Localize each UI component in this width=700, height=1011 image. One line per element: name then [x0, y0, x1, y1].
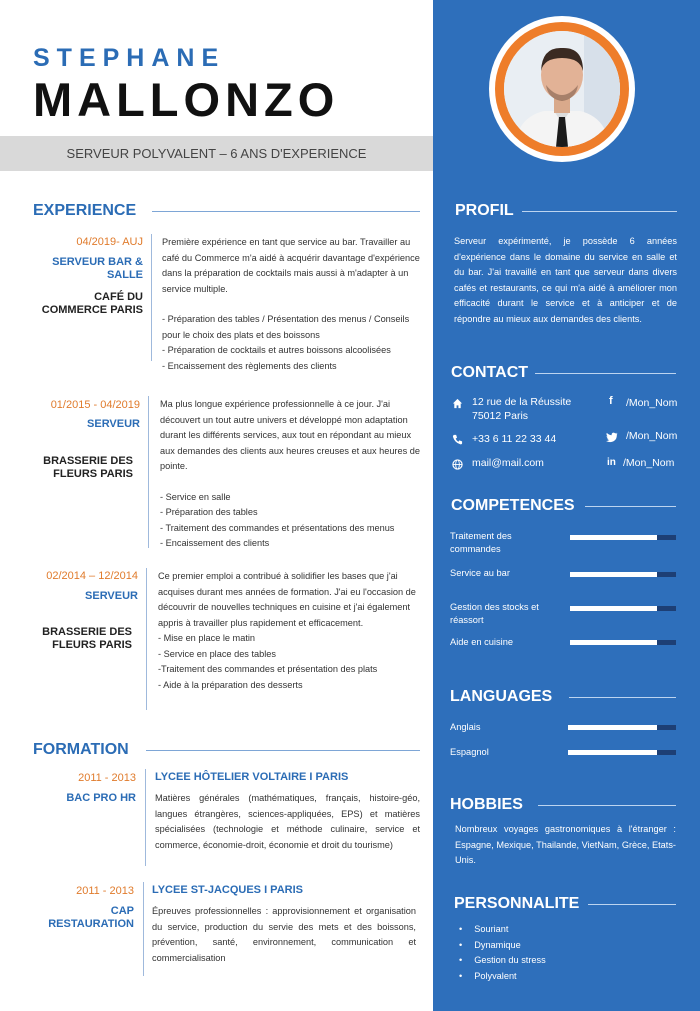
- last-name: MALLONZO: [33, 73, 340, 126]
- phone-icon: [452, 432, 463, 450]
- exp-date: 04/2019- AUJ: [76, 236, 143, 248]
- formation-timeline: [143, 882, 144, 976]
- exp-timeline: [146, 568, 147, 710]
- exp-timeline: [148, 396, 149, 548]
- formation-divider: [146, 750, 420, 751]
- profile-photo: [504, 31, 620, 147]
- hobbies-title: HOBBIES: [450, 796, 523, 813]
- exp-timeline: [151, 234, 152, 361]
- facebook-icon: f: [609, 395, 613, 407]
- hobbies-divider: [538, 805, 676, 806]
- formation-timeline: [145, 769, 146, 866]
- language-label: Anglais: [450, 722, 481, 732]
- competences-title: COMPETENCES: [451, 497, 575, 514]
- twitter-icon: [606, 430, 618, 448]
- exp-task: - Traitement des commandes et présentations des menus: [160, 522, 395, 533]
- formation-degree: CAP RESTAURATION: [48, 905, 134, 930]
- exp-task: - Service en salle: [160, 491, 231, 502]
- exp-description: [162, 235, 420, 374]
- hobbies-text: Nombreux voyages gastronomiques à l'étranger : Espagne, Mexique, Thailande, VietNam, Grèce, Etats-Unis.: [455, 824, 676, 865]
- skill-label: Traitement des commandes: [450, 531, 512, 554]
- skill-label: Gestion des stocks et réassort: [450, 602, 539, 625]
- experience-divider: [152, 211, 420, 212]
- contact-address: 12 rue de la Réussite 75012 Paris: [472, 396, 572, 422]
- language-label: Espagnol: [450, 747, 489, 757]
- personality-item: • Polyvalent: [459, 969, 546, 985]
- exp-date: 02/2014 – 12/2014: [46, 570, 138, 582]
- language-bar: [568, 725, 676, 730]
- skill-bar-fill: [570, 640, 657, 645]
- exp-date: 01/2015 - 04/2019: [50, 399, 140, 411]
- languages-divider: [569, 697, 676, 698]
- language-bar: [568, 750, 676, 755]
- formation-date: 2011 - 2013: [76, 885, 134, 897]
- exp-description: [160, 397, 422, 552]
- languages-title: LANGUAGES: [450, 688, 553, 705]
- language-bar-fill: [568, 750, 657, 755]
- contact-linkedin[interactable]: /Mon_Nom: [623, 457, 675, 469]
- profil-text: Serveur expérimenté, je possède 6 années d'expérience dans le domaine du service en salle et du bar. J'ai travaillé en tant que serveur dans divers cafés et restaurants, ce qui m'a aidé à améliorer mon efficacité durant le service et à anticiper et de répondre au mieux aux demandes des clients.: [454, 236, 677, 324]
- personnalite-title: PERSONNALITE: [454, 895, 580, 912]
- formation-description: Épreuves professionnelles : approvisionnement et organisation du service, production du servie des mets et des boissons, prévention, santé, environnement, communication et commercialisation: [152, 906, 416, 963]
- formation-degree: BAC PRO HR: [66, 792, 136, 804]
- skill-bar-fill: [570, 572, 657, 577]
- skill-bar-fill: [570, 606, 657, 611]
- personnalite-divider: [588, 904, 676, 905]
- personality-item: • Souriant: [459, 922, 546, 938]
- personality-item: • Gestion du stress: [459, 953, 546, 969]
- formation-title: FORMATION: [33, 741, 129, 758]
- exp-task: -Traitement des commandes et présentation des plats: [158, 664, 378, 674]
- globe-icon: [452, 457, 463, 475]
- contact-title: CONTACT: [451, 364, 529, 381]
- exp-task: - Préparation des tables: [160, 507, 258, 517]
- competences-divider: [585, 506, 676, 507]
- contact-email[interactable]: mail@mail.com: [472, 457, 544, 469]
- exp-summary: Ma plus longue expérience professionnelle à ce jour. J'ai découvert un tout autre univers et développé mon adaptation durant les différents services, aux tout en répondant au mieux aux demandes des clients aux heures creuses et aux heures de pointe.: [160, 399, 420, 471]
- exp-task: - Encaissement des règlements des clients: [162, 360, 337, 371]
- profil-divider: [522, 211, 677, 212]
- contact-divider: [535, 373, 676, 374]
- first-name: STEPHANE: [33, 44, 226, 72]
- skill-bar: [570, 606, 676, 611]
- skill-bar: [570, 535, 676, 540]
- exp-role: SERVEUR: [85, 590, 138, 602]
- personality-list: [459, 922, 546, 984]
- linkedin-icon: in: [607, 457, 616, 468]
- home-icon: [452, 396, 463, 414]
- school-name: LYCEE HÔTELIER VOLTAIRE I PARIS: [155, 771, 349, 783]
- contact-phone: +33 6 11 22 33 44: [472, 433, 557, 445]
- personality-item: • Dynamique: [459, 938, 546, 954]
- exp-summary: Ce premier emploi a contribué à solidifier les bases que j'ai acquises durant mes années de formation. J'ai eu l'occasion de découvrir de nouvelles techniques en cuisine et j'ai également appris à travailler plus rapidement et efficacement.: [158, 571, 416, 628]
- experience-title: EXPERIENCE: [33, 202, 137, 219]
- exp-place: CAFÉ DU COMMERCE PARIS: [41, 291, 143, 316]
- exp-task: - Encaissement des clients: [160, 538, 270, 548]
- contact-twitter[interactable]: /Mon_Nom: [626, 430, 678, 442]
- formation-date: 2011 - 2013: [78, 772, 136, 784]
- skill-label: Aide en cuisine: [450, 637, 514, 647]
- exp-task: - Aide à la préparation des desserts: [158, 679, 303, 690]
- profil-title: PROFIL: [455, 202, 514, 219]
- skill-bar: [570, 640, 676, 645]
- skill-bar: [570, 572, 676, 577]
- exp-task: - Préparation de cocktails et autres boissons alcoolisées: [162, 345, 391, 355]
- skill-bar-fill: [570, 535, 657, 540]
- exp-role: SERVEUR: [87, 418, 140, 430]
- contact-facebook[interactable]: /Mon_Nom: [626, 397, 678, 409]
- exp-task: - Mise en place le matin: [158, 633, 256, 643]
- exp-summary: Première expérience en tant que service au bar. Travailler au café du Commerce m'a aidé à acquérir davantage d'expérience dans la préparation de cocktails mais aussi à m'adapter à un service multiple.: [162, 237, 420, 294]
- exp-role: SERVEUR BAR & SALLE: [52, 256, 143, 281]
- exp-task: - Préparation des tables / Présentation des menus / Conseils pour le choix des plats et des boissons: [162, 314, 410, 340]
- formation-description: Matières générales (mathématiques, français, histoire-géo, langues étrangères, sciences-appliquées, EPS) et matières spécialisées (technologie et méthode culinaire, service et commerce, économie-droit, économie et droit du tourisme): [155, 793, 420, 850]
- exp-description: [158, 569, 420, 693]
- skill-label: Service au bar: [450, 568, 510, 578]
- exp-place: BRASSERIE DES FLEURS PARIS: [42, 626, 132, 651]
- exp-task: - Service en place des tables: [158, 648, 276, 659]
- job-title: SERVEUR POLYVALENT – 6 ANS D'EXPERIENCE: [66, 146, 367, 161]
- language-bar-fill: [568, 725, 657, 730]
- exp-place: BRASSERIE DES FLEURS PARIS: [43, 455, 133, 480]
- school-name: LYCEE ST-JACQUES I PARIS: [152, 884, 303, 896]
